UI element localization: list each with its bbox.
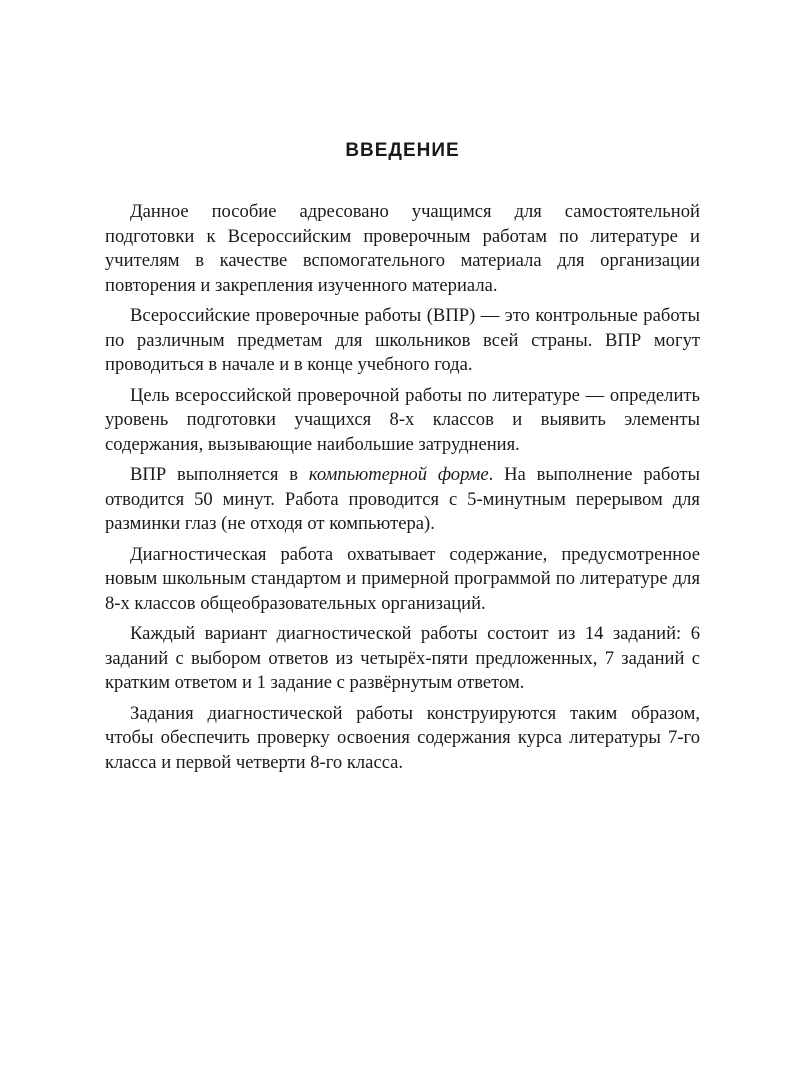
paragraph-design: Задания диагностической работы конструируются таким образом, чтобы обеспечить проверку освоения содержания курса литературы 7-го класса и первой четверти 8-го класса. xyxy=(105,702,700,773)
body-text xyxy=(105,200,700,775)
paragraph-goal: Цель всероссийской проверочной работы по литературе — определить уровень подготовки учащихся 8-х классов и выявить элементы содержания, вызывающие наибольшие затруднения. xyxy=(105,384,700,455)
paragraph-format-rest: . На выполнение работы отводится 50 минут. Работа проводится с 5-минутным перерывом для разминки глаз (не отходя от компьютера). xyxy=(105,464,700,534)
page-content xyxy=(105,140,700,781)
emphasis-computer-form: компьютерной форме xyxy=(308,464,489,485)
paragraph-coverage: Диагностическая работа охватывает содержание, предусмотренное новым школьным стандартом и примерной программой по литературе для 8-х классов общеобразовательных организаций. xyxy=(105,543,700,614)
paragraph-vpr-definition: Всероссийские проверочные работы (ВПР) — это контрольные работы по различным предметам для школьников всей страны. ВПР могут проводиться в начале и в конце учебного года. xyxy=(105,305,700,375)
page-title: ВВЕДЕНИЕ xyxy=(345,140,460,161)
paragraph-format xyxy=(105,463,700,537)
paragraph-structure: Каждый вариант диагностической работы состоит из 14 заданий: 6 заданий с выбором ответов из четырёх-пяти предложенных, 7 заданий с кратким ответом и 1 задание с развёрнутым ответом. xyxy=(105,623,700,693)
paragraph-format-lead: ВПР выполняется в xyxy=(130,464,309,485)
paragraph-purpose: Данное пособие адресовано учащимся для самостоятельной подготовки к Всероссийским проверочным работам по литературе и учителям в качестве вспомогательного материала для организации повторения и закрепления изученного материала. xyxy=(105,201,700,296)
